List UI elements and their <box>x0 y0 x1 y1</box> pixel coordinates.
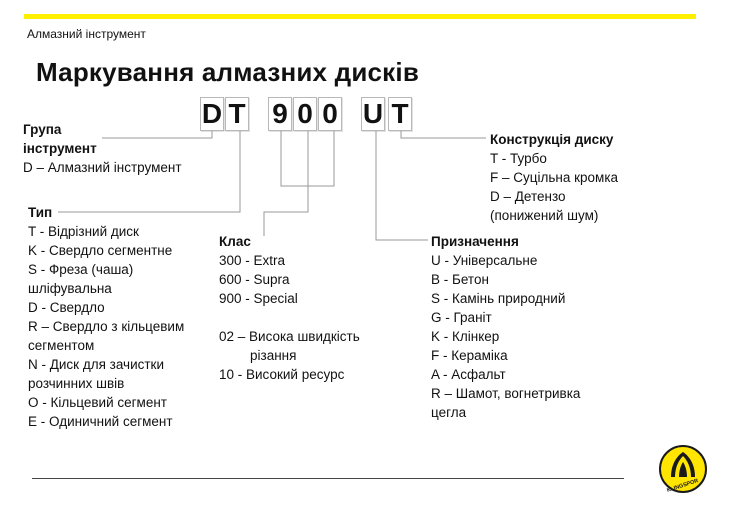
type-item: шліфувальна <box>28 281 112 296</box>
group-title-line2: інструмент <box>23 141 97 156</box>
type-title: Тип <box>28 205 53 220</box>
purpose-block <box>431 232 580 422</box>
code-digit-0-first: 0 <box>293 97 317 131</box>
type-block <box>28 203 184 431</box>
connector-class-drop <box>264 186 308 236</box>
class-item: 900 - Special <box>219 291 298 306</box>
purpose-item: F - Кераміка <box>431 348 508 363</box>
class-block <box>219 232 360 384</box>
group-title-line1: Група <box>23 122 62 137</box>
class-item: 300 - Extra <box>219 253 286 268</box>
code-letter-t: T <box>225 97 249 131</box>
construction-item: F – Суцільна кромка <box>490 170 619 185</box>
type-item: O - Кільцевий сегмент <box>28 395 167 410</box>
type-item: T - Відрізний диск <box>28 224 139 239</box>
class-speed-cont: різання <box>250 348 297 363</box>
klingspor-logo <box>658 444 708 494</box>
class-title: Клас <box>219 234 251 249</box>
purpose-item: цегла <box>431 405 467 420</box>
purpose-item: A - Асфальт <box>431 367 506 382</box>
purpose-item: G - Граніт <box>431 310 492 325</box>
type-item: R – Свердло з кільцевим <box>28 319 185 334</box>
type-item: E - Одиничний сегмент <box>28 414 173 429</box>
construction-item: (понижений шум) <box>490 208 599 223</box>
footer-divider <box>32 478 624 479</box>
purpose-title: Призначення <box>431 234 519 249</box>
type-item: N - Диск для зачистки <box>28 357 165 372</box>
code-digit-9: 9 <box>268 97 292 131</box>
construction-title: Конструкція диску <box>490 132 614 147</box>
purpose-item: B - Бетон <box>431 272 489 287</box>
page-title: Маркування алмазних дисків <box>36 57 419 87</box>
code-digit-0-second: 0 <box>318 97 342 131</box>
class-resource: 10 - Високий ресурс <box>219 367 345 382</box>
class-item: 600 - Supra <box>219 272 290 287</box>
class-speed: 02 – Висока швидкість <box>219 329 360 344</box>
code-letter-u: U <box>362 98 384 129</box>
construction-item: T - Турбо <box>490 151 547 166</box>
type-item: D - Свердло <box>28 300 105 315</box>
construction-item: D – Детензо <box>490 189 566 204</box>
purpose-item: U - Універсальне <box>431 253 538 268</box>
group-item: D – Алмазний інструмент <box>23 160 182 175</box>
code-letter-d: D <box>201 98 223 129</box>
logo-text: KLINGSPOR <box>666 478 700 494</box>
purpose-item: S - Камінь природний <box>431 291 566 306</box>
code-letter-t-last: T <box>388 97 412 131</box>
purpose-item: R – Шамот, вогнетривка <box>431 386 581 401</box>
purpose-item: K - Клінкер <box>431 329 500 344</box>
connector-purpose <box>376 131 428 240</box>
type-item: розчинних швів <box>28 376 125 391</box>
group-block <box>23 120 182 177</box>
type-item: сегментом <box>28 338 95 353</box>
section-label: Алмазний інструмент <box>27 27 146 41</box>
type-item: K - Свердло сегментне <box>28 243 173 258</box>
connector-construction <box>401 131 486 138</box>
type-item: S - Фреза (чаша) <box>28 262 134 277</box>
construction-block <box>490 130 618 225</box>
